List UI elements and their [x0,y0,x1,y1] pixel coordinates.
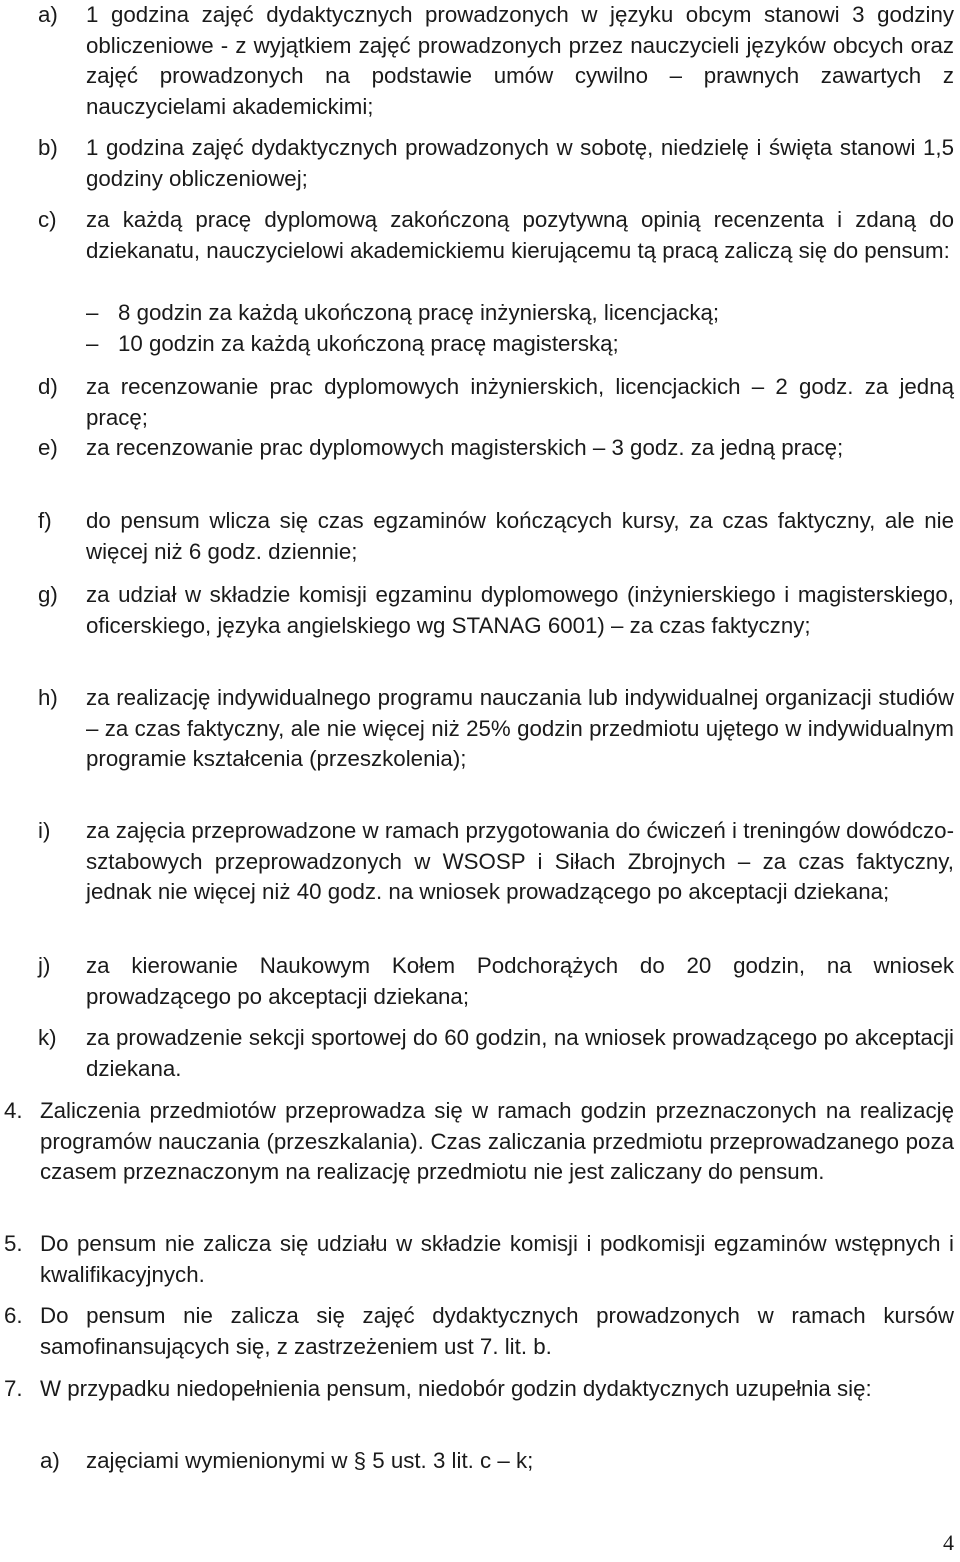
item-number: 5. [4,1231,23,1256]
item-text: Do pensum nie zalicza się zajęć dydaktycznych prowadzonych w ramach kursów samofinansujących się, z zastrzeżeniem ust 7. lit. b. [40,1303,954,1359]
item-text: za recenzowanie prac dyplomowych inżynierskich, licencjackich – 2 godz. za jedną pracę; [86,374,954,430]
item-text: W przypadku niedopełnienia pensum, niedobór godzin dydaktycznych uzupełnia się: [40,1376,872,1401]
dash-bullet: – [86,300,99,325]
item-label: f) [38,508,52,533]
item-text: za realizację indywidualnego programu nauczania lub indywidualnej organizacji studiów – za czas faktyczny, ale nie więcej niż 25% godzin przedmiotu ujętego w indywidualnym programie kształcenia (przeszkolenia); [86,685,954,771]
item-label: h) [38,685,58,710]
item-label: e) [38,435,58,460]
item-label: c) [38,207,57,232]
page-number: 4 [943,1530,954,1555]
item-text: 1 godzina zajęć dydaktycznych prowadzonych w języku obcym stanowi 3 godziny obliczeniowe - z wyjątkiem zajęć prowadzonych przez nauczycieli języków obcych oraz zajęć prowadzonych na podstawie umów cywilno – prawnych zawartych z nauczycielami akademickimi; [86,2,954,119]
item-label: i) [38,818,51,843]
item-label: d) [38,374,58,399]
item-label: a) [40,1448,60,1473]
sub-item-text: 10 godzin za każdą ukończoną pracę magisterską; [118,331,619,356]
item-text: Zaliczenia przedmiotów przeprowadza się w ramach godzin przeznaczonych na realizację programów nauczania (przeszkalania). Czas zaliczania przedmiotu przeprowadzanego poza czasem przeznaczonym na realizację przedmiotu nie jest zaliczany do pensum. [40,1098,954,1184]
item-label: k) [38,1025,57,1050]
item-number: 6. [4,1303,23,1328]
item-label: j) [38,953,51,978]
item-label: a) [38,2,58,27]
item-label: g) [38,582,58,607]
item-text: za udział w składzie komisji egzaminu dyplomowego (inżynierskiego i magisterskiego, oficerskiego, języka angielskiego wg STANAG 6001) – za czas faktyczny; [86,582,954,638]
sub-item-text: 8 godzin za każdą ukończoną pracę inżynierską, licencjacką; [118,300,720,325]
item-text: do pensum wlicza się czas egzaminów kończących kursy, za czas faktyczny, ale nie więcej niż 6 godz. dziennie; [86,508,954,564]
item-text: za recenzowanie prac dyplomowych magisterskich – 3 godz. za jedną pracę; [86,435,844,460]
item-text: za prowadzenie sekcji sportowej do 60 godzin, na wniosek prowadzącego po akceptacji dziekana. [86,1025,954,1081]
item-text: 1 godzina zajęć dydaktycznych prowadzonych w sobotę, niedzielę i święta stanowi 1,5 godziny obliczeniowej; [86,135,954,191]
item-text: zajęciami wymienionymi w § 5 ust. 3 lit. c – k; [86,1448,534,1473]
item-number: 7. [4,1376,23,1401]
item-text: za kierowanie Naukowym Kołem Podchorążych do 20 godzin, na wniosek prowadzącego po akceptacji dziekana; [86,953,954,1009]
item-text: za każdą pracę dyplomową zakończoną pozytywną opinią recenzenta i zdaną do dziekanatu, nauczycielowi akademickiemu kierującemu tą pracą zaliczą się do pensum: [86,207,954,263]
dash-bullet: – [86,331,99,356]
item-label: b) [38,135,58,160]
item-text: za zajęcia przeprowadzone w ramach przygotowania do ćwiczeń i treningów dowódczo-sztabowych przeprowadzonych w WSOSP i Siłach Zbrojnych – za czas faktyczny, jednak nie więcej niż 40 godz. na wniosek prowadzącego po akceptacji dziekana; [86,818,954,904]
item-text: Do pensum nie zalicza się udziału w składzie komisji i podkomisji egzaminów wstępnych i kwalifikacyjnych. [40,1231,954,1287]
item-number: 4. [4,1098,23,1123]
